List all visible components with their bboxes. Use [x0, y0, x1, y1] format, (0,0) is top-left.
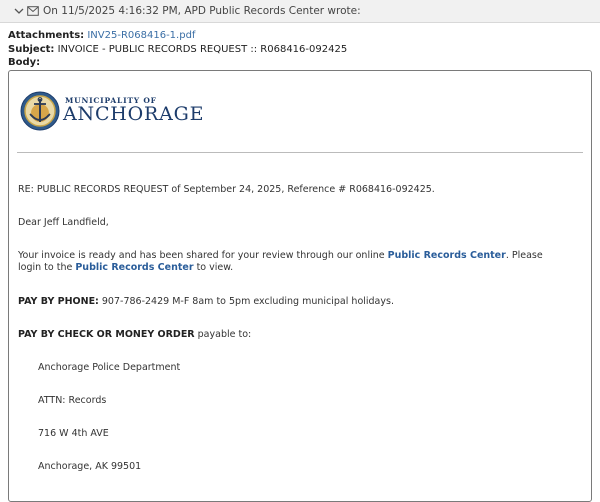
- pay-by-check: PAY BY CHECK OR MONEY ORDER payable to:: [18, 329, 252, 340]
- municipality-seal-icon: [20, 91, 60, 131]
- re-line: RE: PUBLIC RECORDS REQUEST of September 24, 2025, Reference # R068416-092425.: [18, 184, 435, 195]
- subject-value: INVOICE - PUBLIC RECORDS REQUEST :: R068416-092425: [57, 43, 348, 55]
- body-row: [8, 56, 347, 70]
- address-line: ATTN: Records: [38, 395, 107, 406]
- chevron-down-icon[interactable]: [14, 6, 24, 16]
- anchorage-logo: [20, 91, 204, 131]
- wrote-line: On 11/5/2025 4:16:32 PM, APD Public Records Center wrote:: [43, 5, 361, 17]
- public-records-link[interactable]: Public Records Center: [387, 250, 506, 261]
- envelope-icon: [27, 6, 39, 16]
- message-meta: [8, 29, 347, 70]
- address-line: 716 W 4th AVE: [38, 428, 109, 439]
- email-body: [8, 70, 592, 502]
- greeting: Dear Jeff Landfield,: [18, 217, 109, 228]
- logo-title: ANCHORAGE: [63, 103, 205, 125]
- attachments-label: Attachments:: [8, 30, 85, 41]
- subject-row: [8, 43, 347, 57]
- body-label: Body:: [8, 57, 41, 68]
- logo-subtitle: MUNICIPALITY OF: [65, 96, 157, 105]
- attachment-link[interactable]: INV25-R068416-1.pdf: [87, 30, 196, 41]
- address-line: Anchorage Police Department: [38, 362, 181, 373]
- public-records-link-2[interactable]: Public Records Center: [75, 262, 194, 273]
- header-divider: [17, 152, 583, 153]
- invoice-paragraph: Your invoice is ready and has been shared for your review through our online Public Records Center. Please login to the Public Records Center to view.: [18, 250, 543, 273]
- subject-label: Subject:: [8, 43, 55, 55]
- address-line: Anchorage, AK 99501: [38, 461, 142, 472]
- pay-by-phone: PAY BY PHONE: 907-786-2429 M-F 8am to 5pm excluding municipal holidays.: [18, 296, 394, 307]
- message-header-bar: [0, 0, 600, 23]
- attachments-row: [8, 29, 347, 43]
